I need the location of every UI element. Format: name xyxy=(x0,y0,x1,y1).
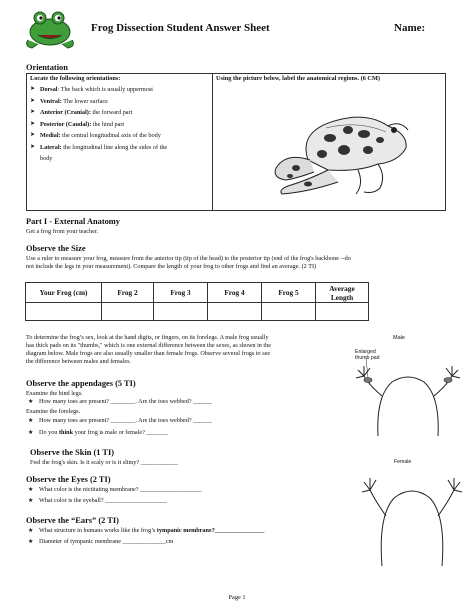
star-bullet-icon: ★ xyxy=(28,430,34,436)
list-item: ➤ Dorsal: The back which is usually uppermost xyxy=(30,84,210,96)
nictitating-question: What color is the nictitating membrane? ____________________ xyxy=(39,486,202,493)
frog-logo-icon xyxy=(22,6,78,50)
bullet-arrow-icon: ➤ xyxy=(30,86,36,92)
sex-line: To determine the frog’s sex, look at the hand digits, or fingers, on its forelegs. A male frog usually xyxy=(26,334,269,341)
female-frog-forelegs-illustration xyxy=(360,466,464,570)
male-frog-forelegs-illustration xyxy=(352,356,464,446)
bullet-arrow-icon: ➤ xyxy=(30,143,36,150)
list-item xyxy=(28,485,202,496)
orientation-left-header: Locate the following orientations: xyxy=(30,75,121,82)
star-bullet-icon: ★ xyxy=(28,498,34,504)
star-bullet-icon: ★ xyxy=(28,399,34,405)
part1-instruction: Get a frog from your teacher. xyxy=(26,228,99,235)
list-item xyxy=(28,526,264,537)
page-number: Page 1 xyxy=(228,594,246,601)
sex-line: diagram below. Male frogs are also usually smaller than female frogs. Observe several frogs to see xyxy=(26,350,271,357)
list-item: ➤ Ventral: The lower surface xyxy=(30,96,210,108)
size-text-line: not include the legs in your measurement). Compare the length of your frog to other frogs and find an average. (2 TI) xyxy=(26,263,317,270)
page-title: Frog Dissection Student Answer Sheet xyxy=(91,22,270,34)
size-heading: Observe the Size xyxy=(26,244,86,253)
list-item xyxy=(28,397,212,408)
list-item xyxy=(28,496,167,507)
col-frog-2: Frog 2 xyxy=(102,283,154,303)
forelegs-instruction: Examine the forelegs. xyxy=(26,408,81,415)
appendages-heading: Observe the appendages (5 TI) xyxy=(26,379,136,388)
list-item xyxy=(28,537,173,548)
frog-size-table xyxy=(25,282,369,321)
orientation-right-header: Using the picture below, label the anatomical regions. (6 CM) xyxy=(216,75,381,82)
sex-line: the difference between males and females. xyxy=(26,358,132,365)
eyes-heading: Observe the Eyes (2 TI) xyxy=(26,475,111,484)
frog-2-cell[interactable] xyxy=(102,303,154,321)
skin-heading: Observe the Skin (1 TI) xyxy=(30,448,115,457)
list-item xyxy=(28,416,212,427)
bullet-arrow-icon: ➤ xyxy=(30,109,36,115)
sex-paragraph xyxy=(26,334,366,366)
ears-heading: Observe the “Ears” (2 TI) xyxy=(26,516,119,525)
average-cell[interactable] xyxy=(316,303,369,321)
tympanic-question: What structure in humans works like the frog’s tympanic membrane?________________ xyxy=(39,527,265,534)
table-row xyxy=(26,303,369,321)
male-label: Male xyxy=(393,335,405,341)
name-field-label: Name: xyxy=(394,22,426,34)
list-item: ➤ Lateral: the longitudinal line along the sides of the body xyxy=(30,142,210,165)
skin-question: Feel the frog's skin. Is it scaly or is it slimy? ____________ xyxy=(30,459,178,466)
sex-line: has thick pads on its "thumbs," which is one external difference between the sexes, as shown in the xyxy=(26,342,271,349)
hind-legs-instruction: Examine the hind legs. xyxy=(26,390,83,397)
orientation-divider xyxy=(212,73,213,211)
orientation-list xyxy=(30,84,210,165)
thumb-pad-label: Enlarged thumb pad xyxy=(355,349,380,361)
frog-5-cell[interactable] xyxy=(262,303,316,321)
list-item xyxy=(28,428,168,439)
fore-toes-question: How many toes are present? ________. Are the toes webbed? ______ xyxy=(39,417,212,424)
list-item: ➤ Medial: the central longitudinal axis of the body xyxy=(30,130,210,142)
star-bullet-icon: ★ xyxy=(28,418,34,424)
tympanic-diameter-question: Diameter of tympanic membrane ______________cm xyxy=(39,538,174,545)
your-frog-cell[interactable] xyxy=(26,303,102,321)
part1-heading: Part I - External Anatomy xyxy=(26,217,120,226)
bullet-arrow-icon: ➤ xyxy=(30,97,36,104)
frog-4-cell[interactable] xyxy=(208,303,262,321)
table-header-row xyxy=(26,283,369,303)
orientation-heading: Orientation xyxy=(26,63,68,72)
list-item: ➤ Anterior (Cranial): the forward part xyxy=(30,107,210,119)
bullet-arrow-icon: ➤ xyxy=(30,132,36,138)
frog-dorsal-illustration xyxy=(268,90,418,202)
bullet-arrow-icon: ➤ xyxy=(30,120,36,127)
sex-question: Do you think your frog is male or female? _______ xyxy=(39,429,169,436)
frog-3-cell[interactable] xyxy=(154,303,208,321)
size-text-line: Use a ruler to measure your frog, measure from the anterior tip (tip of the head) to the posterior tip (end of the frog's backbone --do xyxy=(26,255,351,262)
female-label: Female xyxy=(394,459,412,465)
size-instructions xyxy=(26,255,466,271)
col-frog-3: Frog 3 xyxy=(154,283,208,303)
star-bullet-icon: ★ xyxy=(28,539,34,545)
col-your-frog: Your Frog (cm) xyxy=(26,283,102,303)
hind-toes-question: How many toes are present? ________. Are the toes webbed? ______ xyxy=(39,398,212,405)
col-frog-5: Frog 5 xyxy=(262,283,316,303)
star-bullet-icon: ★ xyxy=(28,487,34,493)
star-bullet-icon: ★ xyxy=(28,528,34,534)
col-frog-4: Frog 4 xyxy=(208,283,262,303)
col-average-length: Average Length xyxy=(316,283,369,303)
list-item: ➤ Posterior (Caudal): the hind part xyxy=(30,119,210,131)
eyeball-question: What color is the eyeball? ____________________ xyxy=(39,497,168,504)
